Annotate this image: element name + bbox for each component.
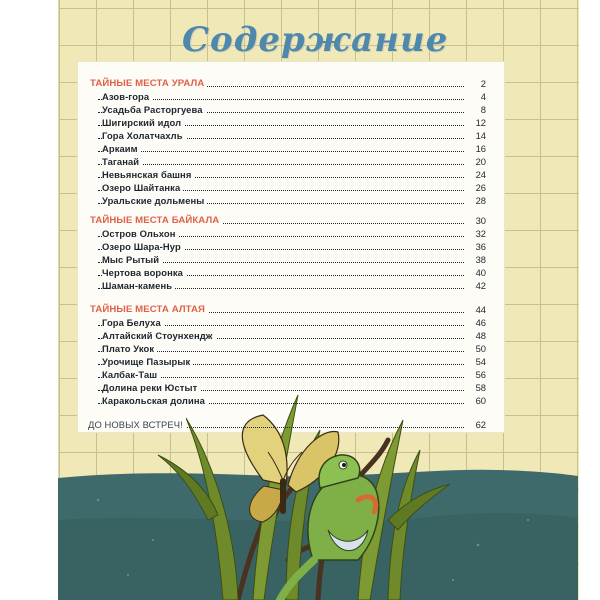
toc-page-number: 24 [473,168,486,181]
toc-title: Плато Укок [102,342,157,355]
toc-page-number: 38 [473,253,486,266]
toc-item[interactable] [78,142,504,155]
toc-title: Шигирский идол [102,116,184,129]
toc-page-number: 8 [478,103,486,116]
toc-item[interactable] [78,381,504,394]
toc-title: Озеро Шара-Нур [102,240,184,253]
toc-page-number: 20 [473,155,486,168]
toc-page-number: 12 [473,116,486,129]
toc-page-number: 28 [473,194,486,207]
toc-title: ТАЙНЫЕ МЕСТА УРАЛА [90,77,207,90]
table-of-contents [78,62,504,432]
toc-title: Гора Белуха [102,316,164,329]
toc-title: Усадьба Расторгуева [102,103,206,116]
toc-title: Азов-гора [102,90,152,103]
toc-title: Гора Холатчахль [102,129,186,142]
toc-page-number: 56 [473,368,486,381]
toc-section-altai[interactable] [78,303,504,316]
toc-page-number: 58 [473,381,486,394]
toc-page-number: 26 [473,181,486,194]
toc-item[interactable] [78,329,504,342]
toc-page-number: 44 [473,303,486,316]
toc-page-number: 30 [473,214,486,227]
toc-page-number: 36 [473,240,486,253]
toc-item[interactable] [78,342,504,355]
toc-title: Мыс Рытый [102,253,162,266]
toc-page-number: 42 [473,279,486,292]
toc-item[interactable] [78,394,504,407]
toc-item[interactable] [78,368,504,381]
toc-title: Урочище Пазырык [102,355,193,368]
toc-title: Алтайский Стоунхендж [102,329,216,342]
toc-title: Уральские дольмены [102,194,207,207]
toc-page-number: 4 [478,90,486,103]
toc-page-number: 2 [478,77,486,90]
toc-title: ТАЙНЫЕ МЕСТА АЛТАЯ [90,303,208,316]
toc-title: Таганай [102,155,142,168]
toc-section-baikal[interactable] [78,214,504,227]
dot-leader [98,99,464,100]
toc-item[interactable] [78,168,504,181]
toc-title: Чертова воронка [102,266,186,279]
page-title: Содержание [182,20,449,60]
toc-section-ural[interactable] [78,77,504,90]
toc-page-number: 60 [473,394,486,407]
toc-item[interactable] [78,103,504,116]
toc-title: Каракольская долина [102,394,208,407]
toc-title: ТАЙНЫЕ МЕСТА БАЙКАЛА [90,214,222,227]
toc-item[interactable] [78,355,504,368]
toc-page-number: 54 [473,355,486,368]
toc-page-number: 48 [473,329,486,342]
toc-item[interactable] [78,116,504,129]
toc-item[interactable] [78,155,504,168]
toc-item[interactable] [78,194,504,207]
toc-item[interactable] [78,279,504,292]
toc-title: Шаман-камень [102,279,175,292]
toc-item[interactable] [78,181,504,194]
dot-leader [98,151,464,152]
toc-page-number: 50 [473,342,486,355]
toc-item[interactable] [78,240,504,253]
toc-item[interactable] [78,253,504,266]
toc-title: Остров Ольхон [102,227,178,240]
dot-leader [98,164,464,165]
toc-title: Долина реки Юстыт [102,381,200,394]
toc-page-number: 46 [473,316,486,329]
toc-page-number: 16 [473,142,486,155]
toc-page-number: 32 [473,227,486,240]
toc-title: Аркаим [102,142,141,155]
toc-title: Озеро Шайтанка [102,181,183,194]
toc-item[interactable] [78,266,504,279]
toc-title: Калбак-Таш [102,368,160,381]
toc-page-number: 14 [473,129,486,142]
toc-page-number: 62 [473,418,486,431]
toc-final-entry[interactable] [78,418,504,431]
toc-item[interactable] [78,129,504,142]
toc-page-number: 40 [473,266,486,279]
toc-item[interactable] [78,316,504,329]
toc-title: Невьянская башня [102,168,194,181]
toc-title: ДО НОВЫХ ВСТРЕЧ! [88,418,186,431]
toc-item[interactable] [78,227,504,240]
toc-item[interactable] [78,90,504,103]
